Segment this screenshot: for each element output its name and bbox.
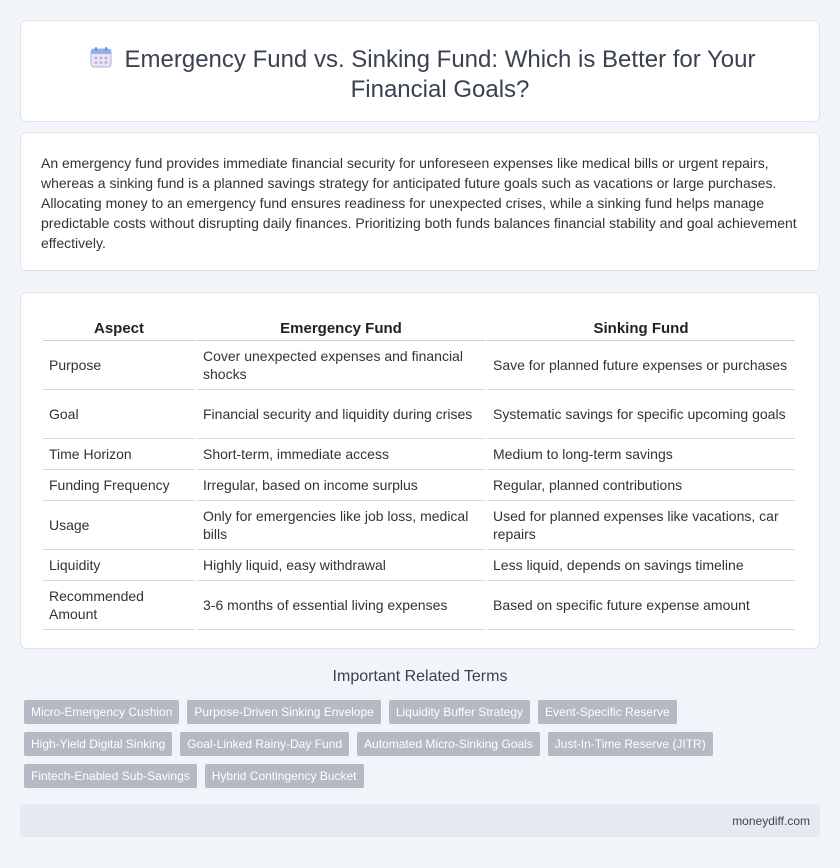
- intro-card: [20, 132, 820, 271]
- table-cell: Time Horizon: [43, 439, 195, 470]
- table-cell: Recommended Amount: [43, 581, 195, 630]
- comparison-table: [41, 313, 797, 630]
- table-row: [43, 550, 795, 581]
- column-header-emergency-fund: Emergency Fund: [197, 313, 485, 341]
- intro-paragraph: An emergency fund provides immediate financial security for unforeseen expenses like medical bills or urgent repairs, whereas a sinking fund is a planned savings strategy for anticipated future goals such as vacations or large purchases. Allocating money to an emergency fund ensures readiness for unexpected crises, while a sinking fund helps manage predictable costs without disrupting daily finances. Prioritizing both funds balances financial stability and goal achievement effectively.: [41, 155, 797, 251]
- table-cell: Short-term, immediate access: [197, 439, 485, 470]
- related-terms-heading: Important Related Terms: [332, 668, 508, 685]
- table-cell: Systematic savings for specific upcoming goals: [487, 390, 795, 439]
- related-term-tag[interactable]: Fintech-Enabled Sub-Savings: [24, 764, 197, 788]
- table-cell: Liquidity: [43, 550, 195, 581]
- related-term-tag[interactable]: Goal-Linked Rainy-Day Fund: [180, 732, 349, 756]
- related-term-tag[interactable]: Liquidity Buffer Strategy: [389, 700, 530, 724]
- column-header-sinking-fund: Sinking Fund: [487, 313, 795, 341]
- table-row: [43, 581, 795, 630]
- table-cell: Based on specific future expense amount: [487, 581, 795, 630]
- table-cell: 3-6 months of essential living expenses: [197, 581, 485, 630]
- related-term-tag[interactable]: High-Yield Digital Sinking: [24, 732, 172, 756]
- table-row: [43, 341, 795, 390]
- table-cell: Goal: [43, 390, 195, 439]
- page-title: Emergency Fund vs. Sinking Fund: Which is Better for Your Financial Goals?: [124, 46, 756, 103]
- comparison-card: [20, 292, 820, 649]
- footer-site-name[interactable]: moneydiff.com: [732, 814, 810, 828]
- table-cell: Save for planned future expenses or purchases: [487, 341, 795, 390]
- table-cell: Purpose: [43, 341, 195, 390]
- table-cell: Usage: [43, 501, 195, 550]
- table-row: [43, 390, 795, 439]
- related-term-tag[interactable]: Purpose-Driven Sinking Envelope: [187, 700, 380, 724]
- related-term-tag[interactable]: Hybrid Contingency Bucket: [205, 764, 364, 788]
- related-term-tag[interactable]: Automated Micro-Sinking Goals: [357, 732, 540, 756]
- footer: [20, 804, 820, 837]
- table-row: [43, 470, 795, 501]
- table-cell: Only for emergencies like job loss, medical bills: [197, 501, 485, 550]
- related-term-tag[interactable]: Just-In-Time Reserve (JITR): [548, 732, 713, 756]
- table-row: [43, 501, 795, 550]
- table-cell: Medium to long-term savings: [487, 439, 795, 470]
- table-cell: Cover unexpected expenses and financial shocks: [197, 341, 485, 390]
- table-cell: Regular, planned contributions: [487, 470, 795, 501]
- related-terms-list: [24, 700, 824, 796]
- related-term-tag[interactable]: Micro-Emergency Cushion: [24, 700, 179, 724]
- table-cell: Highly liquid, easy withdrawal: [197, 550, 485, 581]
- table-cell: Irregular, based on income surplus: [197, 470, 485, 501]
- related-term-tag[interactable]: Event-Specific Reserve: [538, 700, 677, 724]
- table-cell: Less liquid, depends on savings timeline: [487, 550, 795, 581]
- table-cell: Financial security and liquidity during crises: [197, 390, 485, 439]
- table-cell: Funding Frequency: [43, 470, 195, 501]
- title-card: [20, 20, 820, 122]
- table-cell: Used for planned expenses like vacations, car repairs: [487, 501, 795, 550]
- table-row: [43, 439, 795, 470]
- column-header-aspect: Aspect: [43, 313, 195, 341]
